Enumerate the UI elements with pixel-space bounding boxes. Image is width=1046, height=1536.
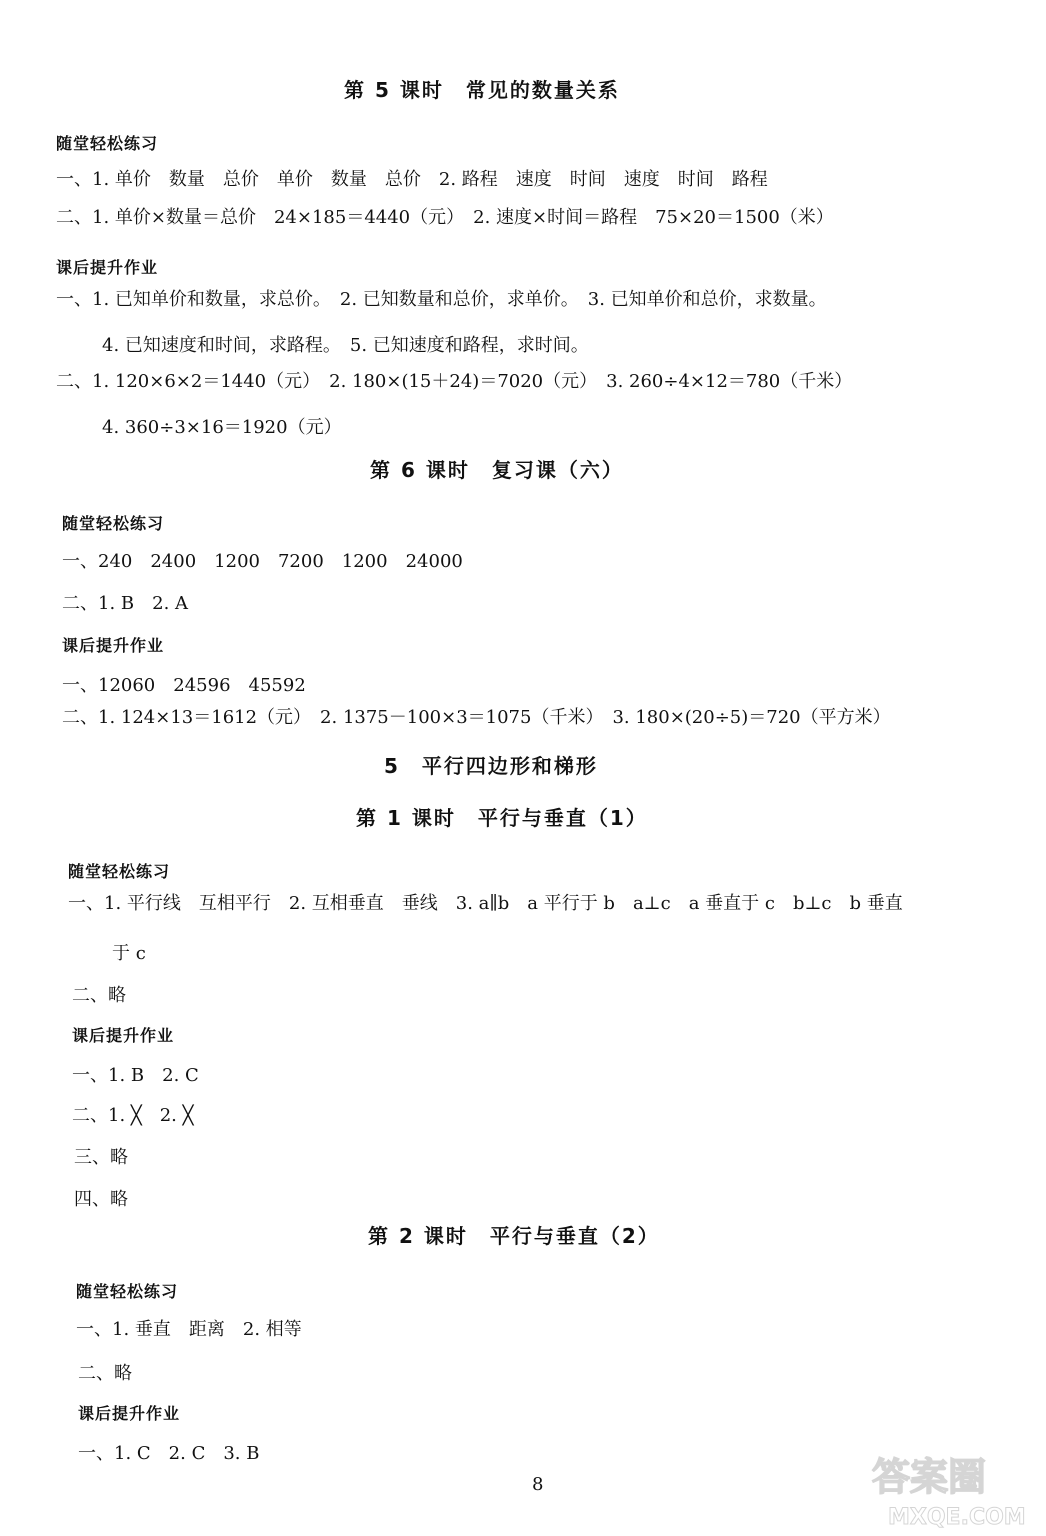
unit-5-lesson-1-title: 第 1 课时 平行与垂直（1）: [356, 806, 648, 830]
lesson-5-title: 第 5 课时 常见的数量关系: [344, 78, 620, 102]
in-class-practice-label: 随堂轻松练习: [62, 514, 165, 533]
l6-answer-line: 二、1. 124×13＝1612（元） 2. 1375－100×3＝1075（千米） 3. 180×(20÷5)＝720（平方米）: [62, 707, 891, 728]
u5l1-answer-line: 一、1. 平行线 互相平行 2. 互相垂直 垂线 3. a∥b a 平行于 b a⊥c a 垂直于 c b⊥c b 垂直: [68, 893, 903, 914]
watermark-icon: [868, 1446, 1038, 1530]
u5l2-answer-line: 一、1. C 2. C 3. B: [78, 1443, 260, 1464]
in-class-practice-label: 随堂轻松练习: [68, 862, 171, 881]
u5l1-answer-line: 一、1. B 2. C: [72, 1065, 199, 1086]
u5l1-answer-line: 二、略: [72, 985, 126, 1006]
watermark-text: 答案圈: [872, 1455, 987, 1499]
unit-5-title: 5 平行四边形和梯形: [384, 754, 598, 778]
page-number: 8: [532, 1474, 544, 1495]
in-class-practice-label: 随堂轻松练习: [76, 1282, 179, 1301]
l6-answer-line: 二、1. B 2. A: [62, 593, 189, 614]
l5-answer-line: 一、1. 单价 数量 总价 单价 数量 总价 2. 路程 速度 时间 速度 时间 路程: [56, 169, 768, 190]
l5-answer-line: 4. 已知速度和时间，求路程。 5. 已知速度和路程，求时间。: [102, 335, 589, 356]
after-class-homework-label: 课后提升作业: [72, 1026, 175, 1045]
l6-answer-line: 一、240 2400 1200 7200 1200 24000: [62, 551, 463, 572]
after-class-homework-label: 课后提升作业: [78, 1404, 181, 1423]
u5l2-answer-line: 二、略: [78, 1363, 132, 1384]
l5-answer-line: 4. 360÷3×16＝1920（元）: [102, 417, 342, 438]
after-class-homework-label: 课后提升作业: [56, 258, 159, 277]
watermark-logo: [868, 1446, 1038, 1530]
after-class-homework-label: 课后提升作业: [62, 636, 165, 655]
l5-answer-line: 二、1. 单价×数量＝总价 24×185＝4440（元） 2. 速度×时间＝路程 75×20＝1500（米）: [56, 207, 834, 228]
u5l1-answer-line: 于 c: [112, 943, 146, 964]
l6-answer-line: 一、12060 24596 45592: [62, 675, 306, 696]
unit-5-lesson-2-title: 第 2 课时 平行与垂直（2）: [368, 1224, 660, 1248]
lesson-6-title: 第 6 课时 复习课（六）: [370, 458, 624, 482]
in-class-practice-label: 随堂轻松练习: [56, 134, 159, 153]
u5l2-answer-line: 一、1. 垂直 距离 2. 相等: [76, 1319, 302, 1340]
u5l1-answer-line: 四、略: [74, 1189, 128, 1210]
u5l1-answer-line: 二、1. ╳ 2. ╳: [72, 1105, 194, 1126]
watermark-url: MXQE.COM: [888, 1505, 1026, 1530]
l5-answer-line: 二、1. 120×6×2＝1440（元） 2. 180×(15＋24)＝7020（元） 3. 260÷4×12＝780（千米）: [56, 371, 853, 392]
l5-answer-line: 一、1. 已知单价和数量，求总价。 2. 已知数量和总价，求单价。 3. 已知单价和总价，求数量。: [56, 289, 827, 310]
u5l1-answer-line: 三、略: [74, 1147, 128, 1168]
